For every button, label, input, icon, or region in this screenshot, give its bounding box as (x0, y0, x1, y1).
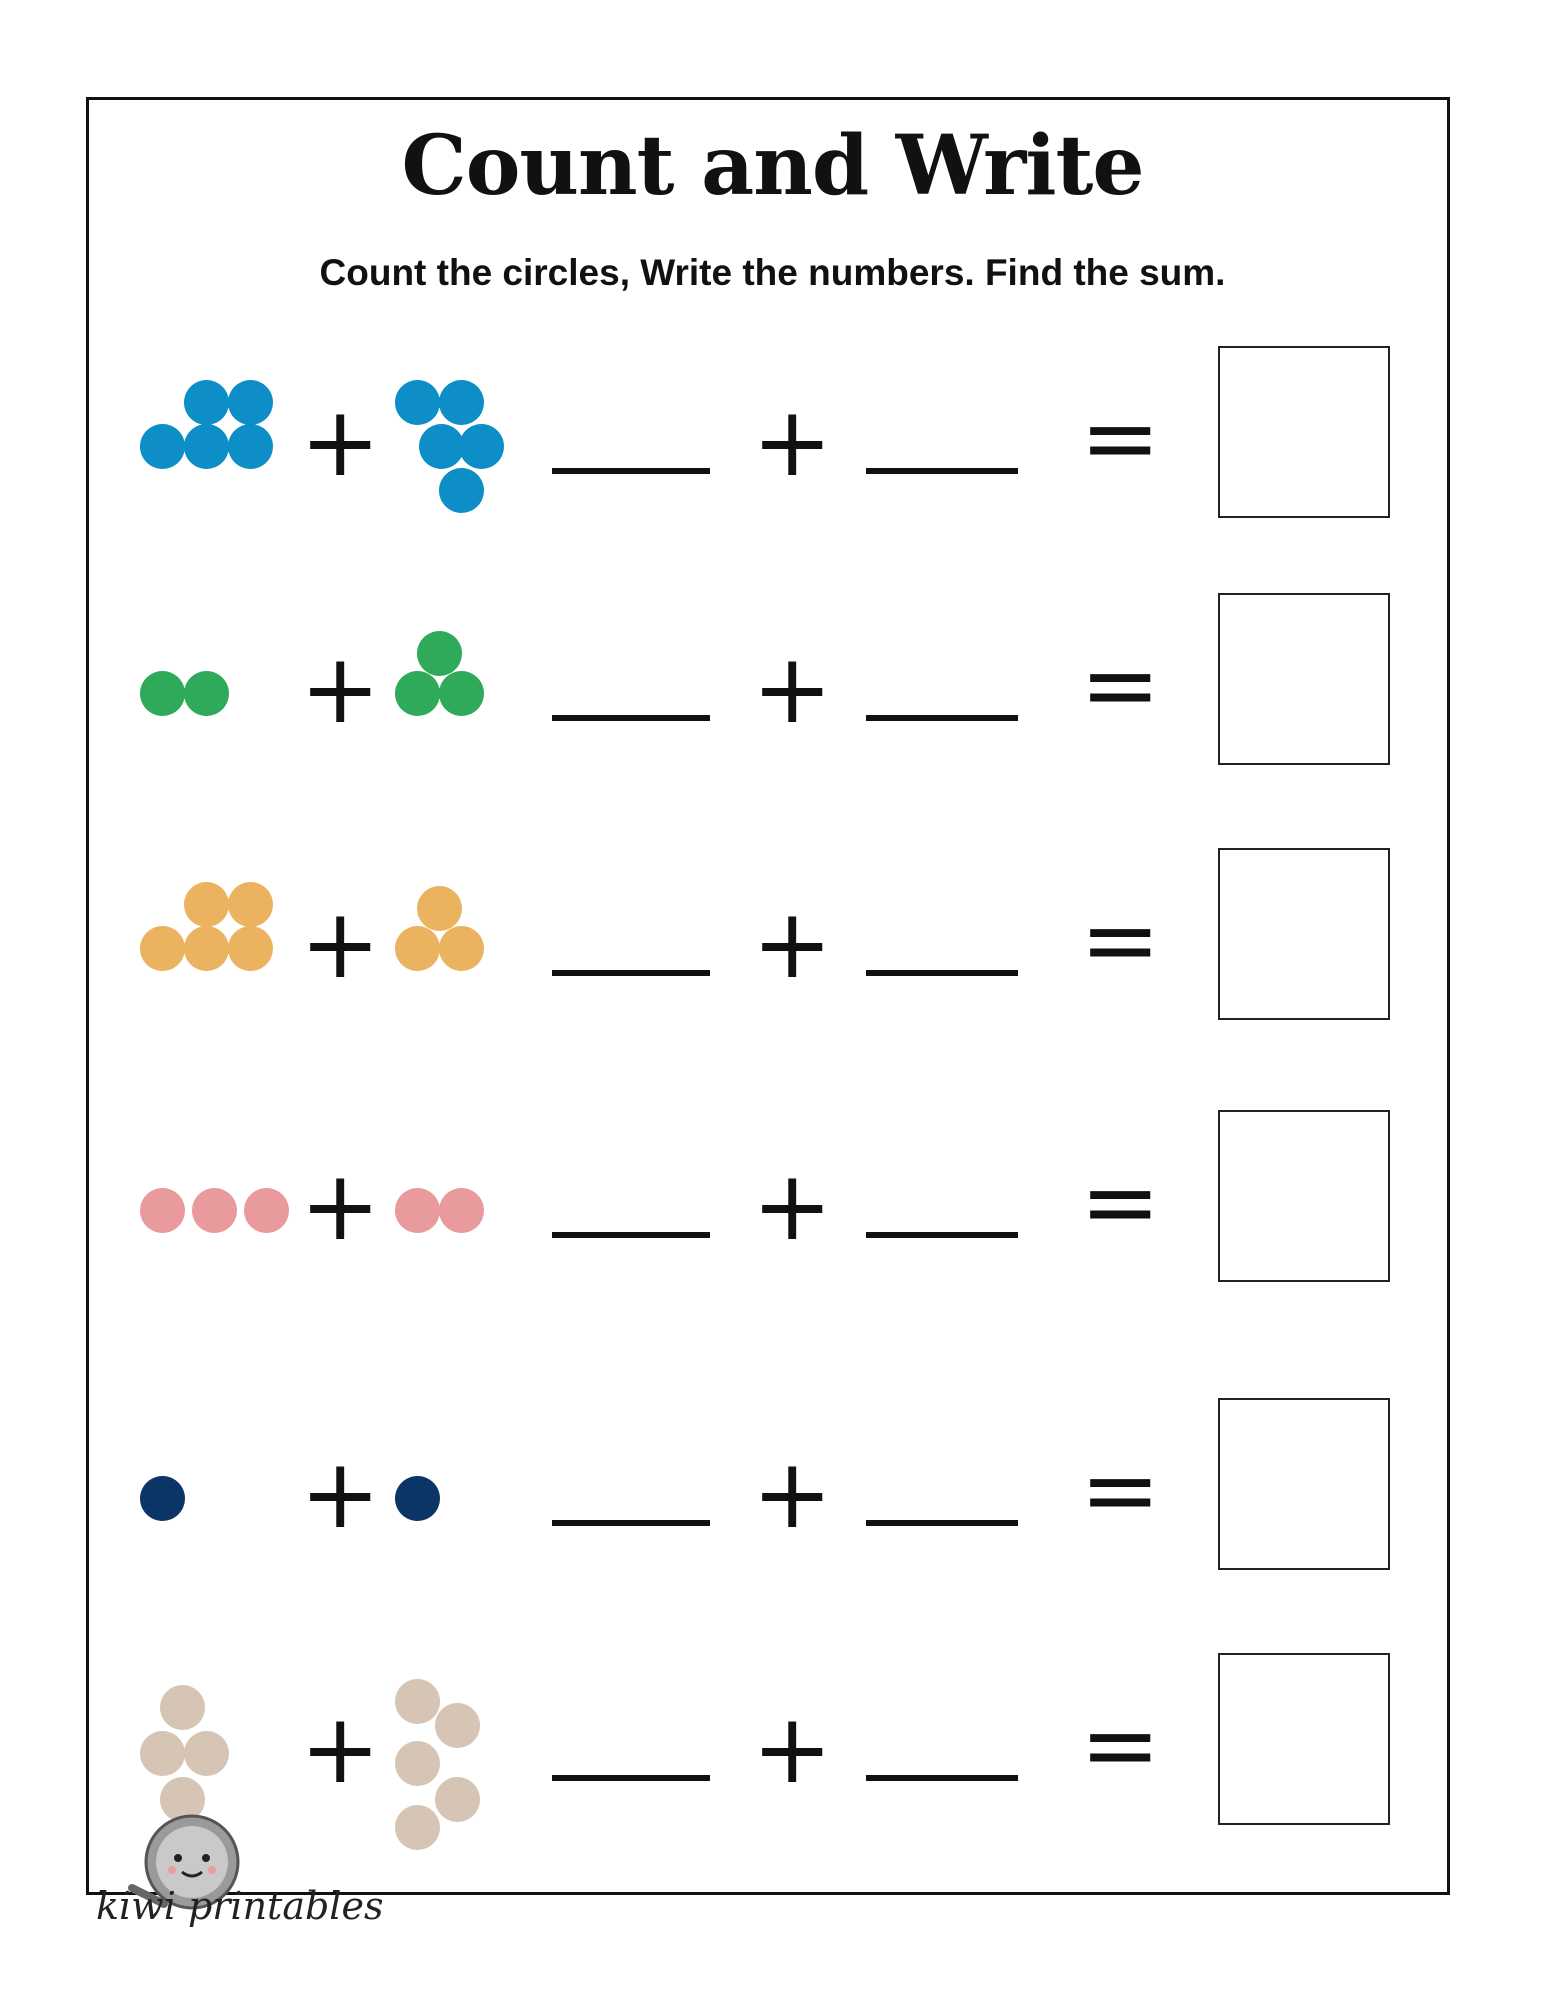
counting-circle (140, 926, 185, 971)
first-number-blank[interactable] (552, 1775, 710, 1781)
plus-sign: + (300, 888, 381, 1000)
sum-answer-box[interactable] (1218, 346, 1390, 518)
sum-answer-box[interactable] (1218, 1398, 1390, 1570)
second-number-blank[interactable] (866, 715, 1018, 721)
counting-circle (140, 671, 185, 716)
sum-answer-box[interactable] (1218, 848, 1390, 1020)
instructions-text: Count the circles, Write the numbers. Find the sum. (319, 252, 1226, 293)
first-number-blank[interactable] (552, 468, 710, 474)
counting-circle (395, 1188, 440, 1233)
counting-circle (140, 1188, 185, 1233)
plus-sign: + (752, 633, 833, 745)
plus-sign: + (300, 1693, 381, 1805)
second-number-blank[interactable] (866, 1520, 1018, 1526)
counting-circle (184, 1731, 229, 1776)
first-number-blank[interactable] (552, 715, 710, 721)
plus-sign: + (752, 1693, 833, 1805)
counting-circle (184, 926, 229, 971)
sum-answer-box[interactable] (1218, 1110, 1390, 1282)
equals-sign: = (1080, 382, 1161, 494)
counting-circle (228, 882, 273, 927)
counting-circle (192, 1188, 237, 1233)
counting-circle (160, 1685, 205, 1730)
counting-circle (140, 1476, 185, 1521)
plus-sign: + (752, 888, 833, 1000)
first-number-blank[interactable] (552, 970, 710, 976)
counting-circle (439, 926, 484, 971)
second-number-blank[interactable] (866, 1232, 1018, 1238)
counting-circle (184, 882, 229, 927)
counting-circle (395, 1741, 440, 1786)
counting-circle (439, 380, 484, 425)
counting-circle (439, 1188, 484, 1233)
counting-circle (417, 886, 462, 931)
counting-circle (140, 424, 185, 469)
sum-answer-box[interactable] (1218, 1653, 1390, 1825)
counting-circle (228, 380, 273, 425)
plus-sign: + (752, 386, 833, 498)
counting-circle (140, 1731, 185, 1776)
counting-circle (459, 424, 504, 469)
plus-sign: + (300, 1438, 381, 1550)
counting-circle (184, 380, 229, 425)
equals-sign: = (1080, 1434, 1161, 1546)
equals-sign: = (1080, 884, 1161, 996)
first-number-blank[interactable] (552, 1232, 710, 1238)
counting-circle (228, 424, 273, 469)
equals-sign: = (1080, 1689, 1161, 1801)
counting-circle (395, 1476, 440, 1521)
counting-circle (439, 671, 484, 716)
counting-circle (417, 631, 462, 676)
second-number-blank[interactable] (866, 970, 1018, 976)
counting-circle (435, 1703, 480, 1748)
page-title: Count and Write (401, 118, 1144, 214)
plus-sign: + (300, 633, 381, 745)
plus-sign: + (300, 1150, 381, 1262)
plus-sign: + (300, 386, 381, 498)
counting-circle (395, 926, 440, 971)
counting-circle (419, 424, 464, 469)
counting-circle (395, 1805, 440, 1850)
first-number-blank[interactable] (552, 1520, 710, 1526)
second-number-blank[interactable] (866, 1775, 1018, 1781)
counting-circle (435, 1777, 480, 1822)
sum-answer-box[interactable] (1218, 593, 1390, 765)
counting-circle (184, 424, 229, 469)
equals-sign: = (1080, 629, 1161, 741)
counting-circle (395, 380, 440, 425)
plus-sign: + (752, 1150, 833, 1262)
brand-name: kiwi printables (96, 1884, 384, 1928)
counting-circle (228, 926, 273, 971)
counting-circle (244, 1188, 289, 1233)
plus-sign: + (752, 1438, 833, 1550)
counting-circle (439, 468, 484, 513)
counting-circle (395, 671, 440, 716)
counting-circle (395, 1679, 440, 1724)
equals-sign: = (1080, 1146, 1161, 1258)
second-number-blank[interactable] (866, 468, 1018, 474)
counting-circle (184, 671, 229, 716)
